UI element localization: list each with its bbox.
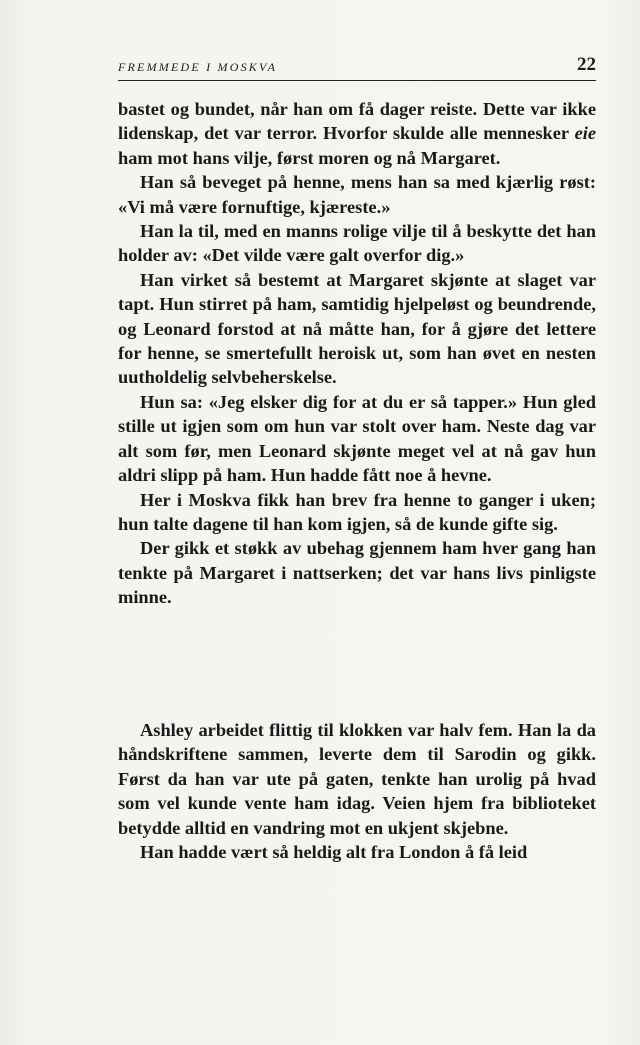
paragraph-4: Han virket så bestemt at Margaret skjønte at slaget var tapt. Hun stirret på ham, samtidig hjelpeløst og beundrende, og Leonard forstod at nå måtte han, for å gjøre det lettere for henne, se smertefullt heroisk ut, som han øvet en nesten uutholdelig selvbeherskelse. — [118, 269, 596, 388]
paragraph-6: Her i Moskva fikk han brev fra henne to ganger i uken; hun talte dagene til han kom igjen, så de kunde gifte sig. — [118, 489, 596, 534]
paragraph-3: Han la til, med en manns rolige vilje til å beskytte det han holder av: «Det vilde være galt overfor dig.» — [118, 221, 596, 266]
paragraph-7: Der gikk et støkk av ubehag gjennem ham hver gang han tenkte på Margaret i nattserken; det var hans livs pinligste minne. — [118, 538, 596, 608]
emphasis: eie — [574, 123, 596, 144]
paragraph-1: bastet og bundet, når han om få dager reiste. Dette var ikke lidenskap, det var terror. Hvorfor skulde alle mennesker eie ham mot hans vilje, først moren og nå Margaret. — [118, 99, 596, 168]
paragraph-8: Ashley arbeidet flittig til klokken var halv fem. Han la da håndskriftene sammen, leverte dem til Sarodin og gikk. Først da han var ute på gaten, tenkte han urolig på hvad som vel kunde vente ham idag. Veien hjem fra biblioteket betydde alltid en vandring mot en ukjent skjebne. — [118, 720, 596, 838]
paragraph-9: Han hadde vært så heldig alt fra London å få leid — [140, 842, 528, 863]
body-text-section-2 — [118, 718, 596, 864]
running-title: FREMMEDE I MOSKVA — [118, 60, 278, 74]
paragraph-5: Hun sa: «Jeg elsker dig for at du er så tapper.» Hun gled stille ut igjen som om hun var stolt over ham. Neste dag var alt som før, men Leonard skjønte meget vel at nå gav hun aldri slipp på ham. Hun hadde fått noe å hevne. — [118, 391, 596, 486]
body-text — [118, 97, 596, 610]
page-number: 22 — [577, 54, 596, 75]
running-header — [118, 54, 596, 81]
paragraph-2: Han så beveget på henne, mens han sa med kjærlig røst: «Vi må være fornuftige, kjæreste.» — [118, 172, 596, 217]
